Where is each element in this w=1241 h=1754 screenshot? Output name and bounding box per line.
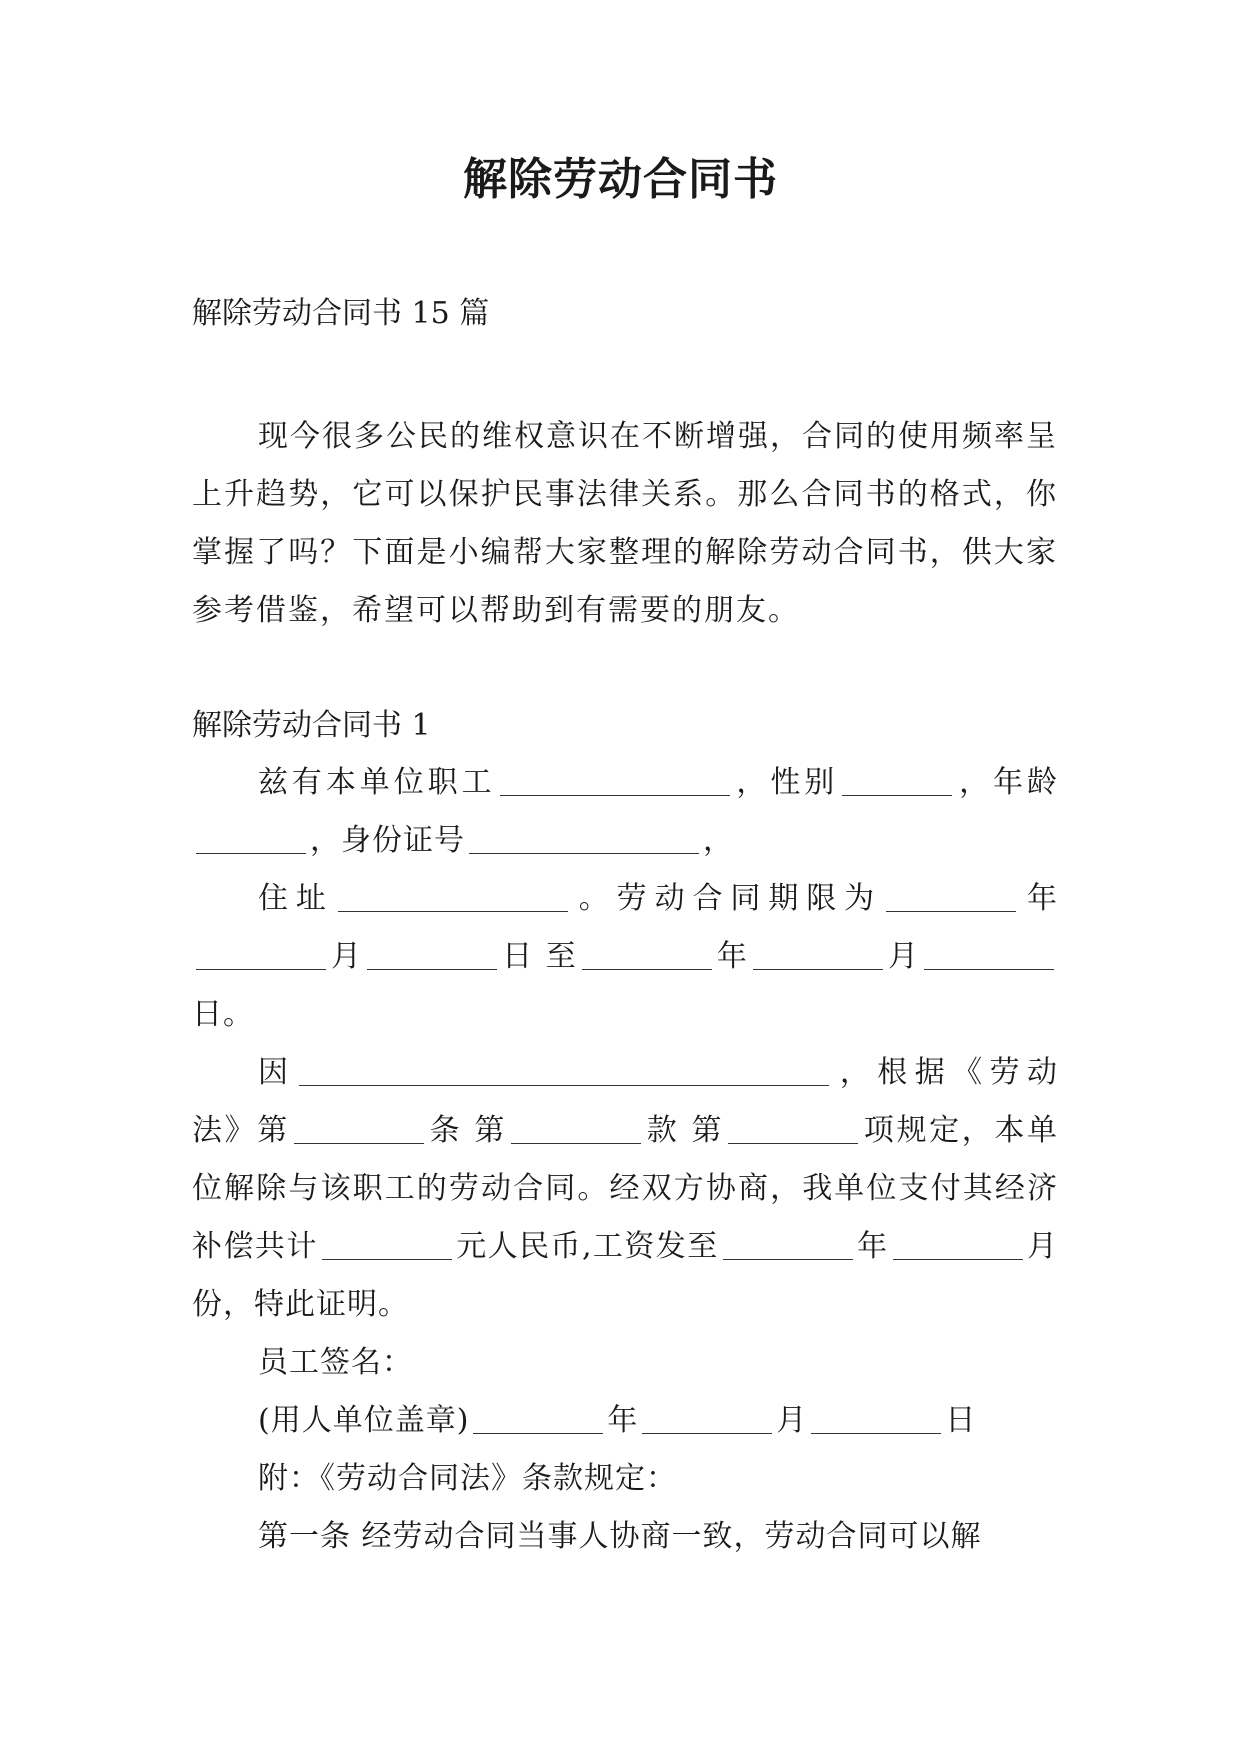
age-blank [196, 823, 306, 854]
text-certify: 月份，特此证明。 [192, 1229, 1059, 1322]
compensation-blank [322, 1229, 452, 1260]
employee-info-paragraph [192, 754, 1058, 870]
end-day-blank [924, 939, 1054, 970]
end-month-blank [753, 939, 883, 970]
reason-paragraph [192, 1044, 1058, 1334]
text-id-number: ，身份证号 [310, 823, 465, 858]
text-seal: (用人单位盖章) [258, 1403, 470, 1438]
text-seal-day: 日 [945, 1403, 977, 1438]
start-month-blank [196, 939, 326, 970]
appendix-heading: 附：《劳动合同法》条款规定： [258, 1461, 677, 1496]
seal-year-blank [642, 1403, 772, 1434]
text-address: 住址 [258, 881, 334, 916]
text-day-end: 日。 [192, 997, 254, 1032]
text-termination: 项规定，本单位解除与该职工的劳动合同。经双方协商，我单位支付其经济补偿共计 [192, 1113, 1059, 1264]
start-year-blank [886, 881, 1016, 912]
text-contract-term: 。劳动合同期限为 [571, 881, 883, 916]
text-because: 因 [258, 1055, 296, 1090]
clause-blank [511, 1113, 641, 1144]
section-heading: 解除劳动合同书 1 [192, 708, 431, 743]
seal-line [192, 1392, 1058, 1450]
article-one: 第一条 经劳动合同当事人协商一致，劳动合同可以解 [258, 1519, 982, 1554]
document-title: 解除劳动合同书 [463, 154, 778, 205]
text-employee: 兹有本单位职工 [258, 765, 496, 800]
employee-signature: 员工签名： [258, 1345, 413, 1380]
text-clause: 款 第 [645, 1113, 725, 1148]
gender-blank [842, 765, 952, 796]
end-year-blank [582, 939, 712, 970]
text-year: 年 [1020, 881, 1059, 916]
seal-month-blank [811, 1403, 941, 1434]
text-seal-year: 年 [607, 1403, 639, 1438]
seal-blank [473, 1403, 603, 1434]
reason-blank [299, 1055, 829, 1086]
text-age: ，年龄 [956, 765, 1059, 800]
text-month: 月 [330, 939, 364, 974]
address-term-paragraph [192, 870, 1058, 1044]
contract-body [192, 754, 1058, 1566]
salary-year-blank [723, 1229, 853, 1260]
intro-paragraph: 现今很多公民的维权意识在不断增强，合同的使用频率呈上升趋势，它可以保护民事法律关系。那么合同书的格式，你掌握了吗？下面是小编帮大家整理的解除劳动合同书，供大家参考借鉴，希望可以帮助到有需要的朋友。 [192, 419, 1058, 628]
text-day-to: 日 至 [501, 939, 578, 974]
text-month-2: 月 [886, 939, 920, 974]
text-article: 条 第 [427, 1113, 508, 1148]
item-blank [728, 1113, 858, 1144]
article-blank [294, 1113, 424, 1144]
address-blank [338, 881, 568, 912]
id-number-blank [469, 823, 699, 854]
text-gender: ，性别 [733, 765, 839, 800]
employee-name-blank [500, 765, 730, 796]
text-year-2: 年 [715, 939, 749, 974]
text-rmb-salary: 元人民币,工资发至 [455, 1229, 719, 1264]
salary-month-blank [893, 1229, 1023, 1260]
text-year-3: 年 [856, 1229, 889, 1264]
start-day-blank [367, 939, 497, 970]
text-labor-law: ，根据《劳动法》第 [192, 1055, 1059, 1148]
document-subtitle: 解除劳动合同书 15 篇 [192, 296, 490, 331]
text-seal-month: 月 [776, 1403, 808, 1438]
text-comma: ， [703, 823, 734, 858]
